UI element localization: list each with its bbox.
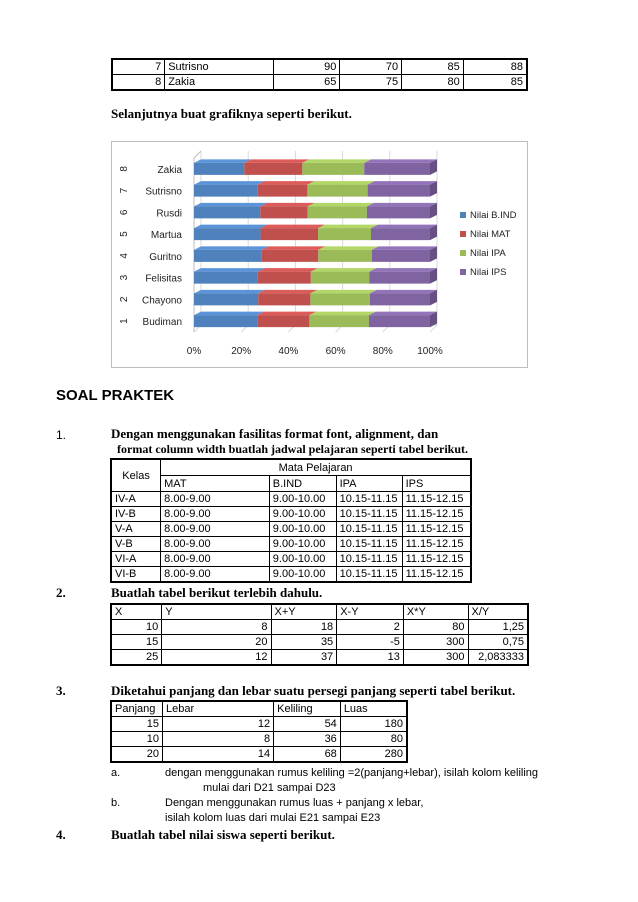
category-label: Rusdi <box>156 208 182 220</box>
table-cell: -5 <box>337 635 404 650</box>
table-row <box>112 59 527 75</box>
chart-svg <box>112 142 527 367</box>
table-cell: 10 <box>111 732 163 747</box>
stacked-bar-chart <box>111 141 528 368</box>
table-cell: 8 <box>112 75 165 91</box>
q1-number: 1. <box>56 428 67 442</box>
table-cell: 280 <box>340 747 407 763</box>
table-cell: 15 <box>111 717 163 732</box>
subject-header: B.IND <box>269 476 336 492</box>
schedule-table <box>110 458 472 583</box>
table-row <box>111 747 407 763</box>
table-header-row <box>111 459 471 476</box>
table-cell: IV-B <box>111 507 161 522</box>
bar-segment-top <box>262 246 326 250</box>
column-header: Lebar <box>163 701 274 717</box>
table-cell: 80 <box>340 732 407 747</box>
bar-segment-top <box>311 268 376 272</box>
legend-label: Nilai MAT <box>470 229 511 240</box>
table-cell: 80 <box>403 620 468 635</box>
q4-number: 4. <box>56 827 66 842</box>
bar-segment-top <box>368 181 437 185</box>
table-cell: 14 <box>163 747 274 763</box>
bar-segment-top <box>364 159 437 163</box>
bar-segment-top <box>258 290 317 294</box>
table-cell: 37 <box>271 650 337 666</box>
table-cell: 2 <box>337 620 404 635</box>
table-cell: 75 <box>340 75 402 91</box>
table-cell: IV-A <box>111 492 161 507</box>
table-cell: 9.00-10.00 <box>269 552 336 567</box>
table-cell: 85 <box>463 75 527 91</box>
bar-segment-top <box>244 159 309 163</box>
table-cell: 68 <box>274 747 341 763</box>
table-cell: 11.15-12.15 <box>402 522 471 537</box>
rectangle-table <box>110 700 408 763</box>
item-a-label: a. <box>111 767 121 779</box>
bar-segment-top <box>372 246 437 250</box>
table-cell: 10.15-11.15 <box>336 522 402 537</box>
category-number-label: 2 <box>119 296 130 303</box>
bar-segment <box>194 315 257 327</box>
bar-segment-top <box>261 225 325 229</box>
table-cell: 54 <box>274 717 341 732</box>
table-cell: 12 <box>162 650 271 666</box>
table-cell: 18 <box>271 620 337 635</box>
bar-segment <box>194 250 262 262</box>
bar-segment <box>194 228 261 240</box>
item-a-line1: dengan menggunakan rumus keliling =2(panjang+lebar), isilah kolom keliling <box>165 767 539 779</box>
table-row <box>111 537 471 552</box>
legend-swatch <box>460 231 466 237</box>
legend-label: Nilai IPS <box>470 267 507 278</box>
category-number-label: 6 <box>119 209 130 216</box>
table-row <box>111 650 528 666</box>
item-a-line2: mulai dari D21 sampai D23 <box>203 782 336 794</box>
category-number-label: 4 <box>119 253 130 259</box>
table-cell: 7 <box>112 59 165 75</box>
table-row <box>111 552 471 567</box>
table-cell: 10.15-11.15 <box>336 492 402 507</box>
table-cell: 9.00-10.00 <box>269 522 336 537</box>
table-cell: 9.00-10.00 <box>269 492 336 507</box>
table-cell: 11.15-12.15 <box>402 567 471 583</box>
column-header: X+Y <box>271 604 337 620</box>
bar-segment-top <box>194 268 265 272</box>
top-score-table <box>111 58 528 91</box>
table-cell: 10.15-11.15 <box>336 507 402 522</box>
bar-segment-top <box>369 312 437 316</box>
table-cell: 10.15-11.15 <box>336 567 402 583</box>
legend-label: Nilai IPA <box>470 248 506 259</box>
bar-segment-top <box>310 290 376 294</box>
bar-segment <box>194 206 260 218</box>
bar-segment <box>194 272 258 284</box>
q2-text: Buatlah tabel berikut terlebih dahulu. <box>111 585 323 600</box>
category-number-label: 7 <box>119 187 130 194</box>
table-cell: 10.15-11.15 <box>336 537 402 552</box>
table-cell: V-A <box>111 522 161 537</box>
bar-segment-top <box>307 181 374 185</box>
table-cell: Zakia <box>165 75 274 91</box>
table-row <box>111 492 471 507</box>
table-cell: 11.15-12.15 <box>402 507 471 522</box>
bar-segment-top <box>194 159 251 163</box>
table-cell: 180 <box>340 717 407 732</box>
bar-segment <box>371 228 430 240</box>
table-row <box>111 567 471 583</box>
table-cell: 85 <box>402 59 464 75</box>
bar-segment <box>302 163 364 175</box>
table-cell: 8.00-9.00 <box>161 537 270 552</box>
bar-segment-top <box>194 290 265 294</box>
column-header: Y <box>162 604 271 620</box>
category-number-label: 1 <box>119 318 130 324</box>
kelas-header: Kelas <box>111 459 161 492</box>
table-row <box>111 635 528 650</box>
column-header: X*Y <box>403 604 468 620</box>
category-label: Felisitas <box>145 273 182 285</box>
bar-segment-top <box>318 246 378 250</box>
bar-segment-top <box>371 225 437 229</box>
table-header-row <box>111 476 471 492</box>
table-cell: 9.00-10.00 <box>269 537 336 552</box>
x-tick-label: 60% <box>325 346 346 357</box>
bar-segment <box>258 293 310 305</box>
table-cell: 11.15-12.15 <box>402 537 471 552</box>
table-cell: V-B <box>111 537 161 552</box>
category-label: Guritno <box>149 251 182 263</box>
bar-segment <box>308 206 367 218</box>
legend-swatch <box>460 269 466 275</box>
bar-segment-top <box>308 203 374 207</box>
bar-segment <box>260 206 307 218</box>
item-b-label: b. <box>111 797 121 809</box>
bar-segment-top <box>318 225 378 229</box>
table-cell: 8 <box>163 732 274 747</box>
bar-segment <box>369 315 430 327</box>
legend-swatch <box>460 212 466 218</box>
table-cell: 70 <box>340 59 402 75</box>
category-number-label: 8 <box>119 166 130 172</box>
bar-segment <box>257 315 309 327</box>
table-cell: 25 <box>111 650 162 666</box>
table-cell: 2,083333 <box>468 650 528 666</box>
bar-segment <box>309 315 369 327</box>
bar-segment <box>318 250 371 262</box>
bar-segment <box>372 250 430 262</box>
bar-segment <box>258 185 308 197</box>
bar-segment <box>262 250 319 262</box>
table-cell: 8 <box>162 620 271 635</box>
table-cell: 10.15-11.15 <box>336 552 402 567</box>
bar-segment <box>364 163 430 175</box>
bar-segment <box>367 206 430 218</box>
q2-number: 2. <box>56 585 66 600</box>
table-cell: 9.00-10.00 <box>269 567 336 583</box>
category-number-label: 5 <box>119 231 130 237</box>
q1-text-line1: Dengan menggunakan fasilitas format font, alignment, dan <box>111 426 439 441</box>
bar-segment-top <box>194 225 268 229</box>
category-label: Martua <box>150 230 182 242</box>
mata-pelajaran-header: Mata Pelajaran <box>161 459 471 476</box>
column-header: X/Y <box>468 604 528 620</box>
table-cell: 11.15-12.15 <box>402 552 471 567</box>
table-cell: 80 <box>402 75 464 91</box>
category-label: Budiman <box>142 317 182 329</box>
bar-segment <box>258 272 311 284</box>
bar-segment-top <box>369 268 437 272</box>
table-cell: 88 <box>463 59 527 75</box>
bar-segment-top <box>258 268 318 272</box>
bar-segment-top <box>194 246 269 250</box>
category-label: Sutrisno <box>145 186 182 198</box>
bar-segment-top <box>194 312 264 316</box>
table-cell: 8.00-9.00 <box>161 522 270 537</box>
table-cell: 10 <box>111 620 162 635</box>
bar-segment <box>318 228 371 240</box>
q3-text: Diketahui panjang dan lebar suatu persegi panjang seperti tabel berikut. <box>111 683 516 698</box>
subject-header: IPS <box>402 476 471 492</box>
bar-segment <box>194 293 258 305</box>
bar-segment <box>194 163 244 175</box>
bar-segment <box>370 293 430 305</box>
category-label: Chayono <box>141 295 182 307</box>
table-cell: 300 <box>403 635 468 650</box>
table-header-row <box>111 604 528 620</box>
legend-label: Nilai B.IND <box>470 210 517 221</box>
table-cell: 1,25 <box>468 620 528 635</box>
table-cell: 13 <box>337 650 404 666</box>
bar-segment <box>244 163 302 175</box>
table-cell: VI-A <box>111 552 161 567</box>
x-tick-label: 100% <box>417 346 443 357</box>
category-number-label: 3 <box>119 274 130 281</box>
bar-segment-top <box>257 312 316 316</box>
q4-text: Buatlah tabel nilai siswa seperti berikut. <box>111 827 335 842</box>
table-cell: 8.00-9.00 <box>161 552 270 567</box>
xy-table <box>110 603 529 666</box>
column-header: X-Y <box>337 604 404 620</box>
column-header: Panjang <box>111 701 163 717</box>
table-cell: 11.15-12.15 <box>402 492 471 507</box>
table-row <box>111 507 471 522</box>
table-cell: 35 <box>271 635 337 650</box>
bar-segment <box>368 185 430 197</box>
bar-segment <box>307 185 367 197</box>
section-title: SOAL PRAKTEK <box>56 387 175 404</box>
column-header: Keliling <box>274 701 341 717</box>
bar-segment-top <box>260 203 314 207</box>
legend-swatch <box>460 250 466 256</box>
bar-segment-top <box>194 181 265 185</box>
table-cell: 8.00-9.00 <box>161 492 270 507</box>
table-header-row <box>111 701 407 717</box>
q1-text-line2: format column width buatlah jadwal pelajaran seperti tabel berikut. <box>117 442 468 456</box>
item-b-line2: isilah kolom luas dari mulai E21 sampai E23 <box>165 812 381 824</box>
bar-segment-top <box>367 203 437 207</box>
bar-segment-top <box>309 312 376 316</box>
x-tick-label: 80% <box>372 346 393 357</box>
q3-number: 3. <box>56 683 66 698</box>
x-tick-label: 0% <box>186 346 202 357</box>
table-cell: 20 <box>111 747 163 763</box>
table-row <box>111 522 471 537</box>
bar-segment-top <box>370 290 437 294</box>
table-cell: 9.00-10.00 <box>269 507 336 522</box>
table-cell: 90 <box>273 59 340 75</box>
x-tick-label: 40% <box>278 346 299 357</box>
bar-segment <box>261 228 318 240</box>
subject-header: IPA <box>336 476 402 492</box>
bar-segment <box>310 293 369 305</box>
table-cell: 65 <box>273 75 340 91</box>
table-row <box>111 620 528 635</box>
table-cell: 300 <box>403 650 468 666</box>
bar-segment <box>194 185 258 197</box>
table-cell: 12 <box>163 717 274 732</box>
column-header: X <box>111 604 162 620</box>
subject-header: MAT <box>161 476 270 492</box>
x-tick-label: 20% <box>231 346 252 357</box>
table-cell: 0,75 <box>468 635 528 650</box>
column-header: Luas <box>340 701 407 717</box>
table-cell: 8.00-9.00 <box>161 507 270 522</box>
table-row <box>112 75 527 91</box>
table-cell: 15 <box>111 635 162 650</box>
table-cell: 8.00-9.00 <box>161 567 270 583</box>
table-row <box>111 732 407 747</box>
bar-segment-top <box>194 203 267 207</box>
bar-segment-top <box>302 159 371 163</box>
bar-segment <box>311 272 369 284</box>
table-cell: 36 <box>274 732 341 747</box>
table-row <box>111 717 407 732</box>
category-axis-depth <box>194 151 201 158</box>
bar-segment <box>369 272 430 284</box>
table-cell: VI-B <box>111 567 161 583</box>
intro-text: Selanjutnya buat grafiknya seperti berikut. <box>111 106 352 121</box>
table-cell: 20 <box>162 635 271 650</box>
item-b-line1: Dengan menggunakan rumus luas + panjang x lebar, <box>165 797 424 809</box>
bar-segment-top <box>258 181 315 185</box>
category-label: Zakia <box>157 164 182 176</box>
table-cell: Sutrisno <box>165 59 274 75</box>
